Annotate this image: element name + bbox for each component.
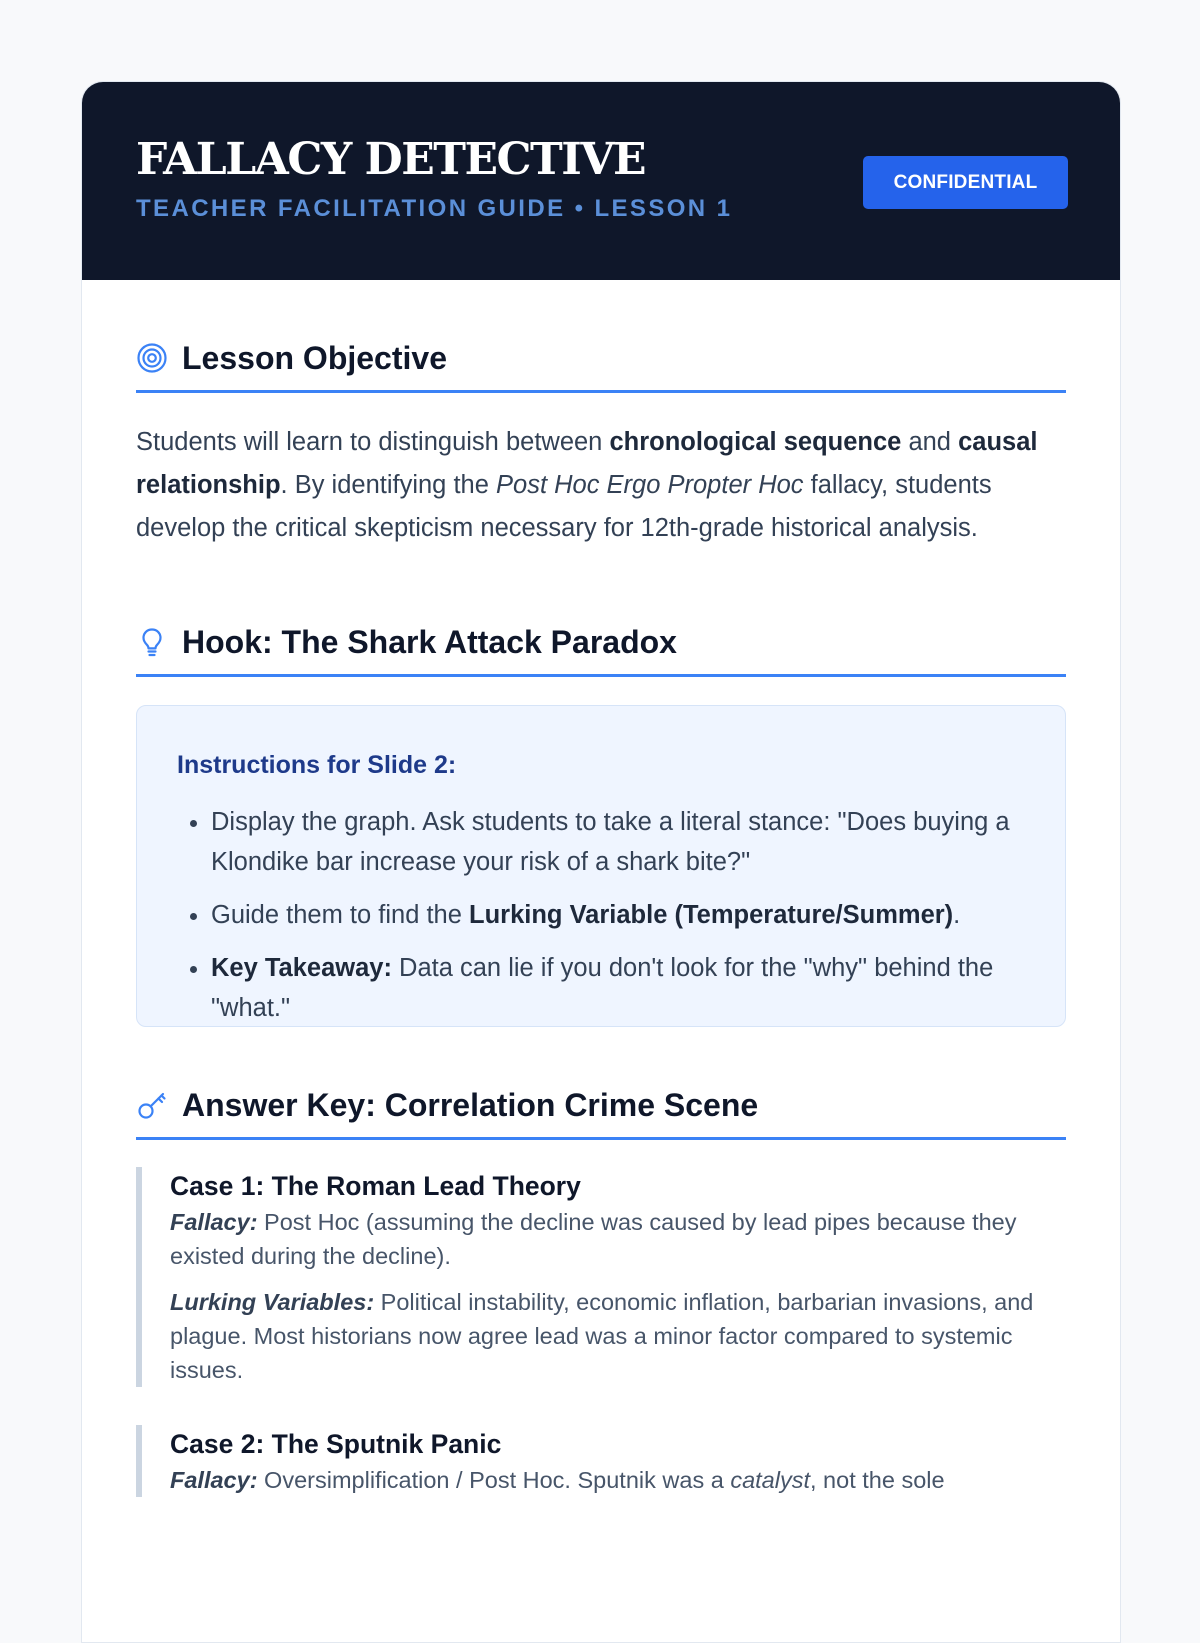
target-icon bbox=[136, 342, 168, 374]
case-title: Case 2: The Sputnik Panic bbox=[170, 1429, 502, 1459]
objective-paragraph: Students will learn to distinguish between chronological sequence and causal relationship. By identifying the Post Hoc Ergo Propter Hoc fallacy, students develop the critical skepticism necessary for 12th-grade historical analysis. bbox=[136, 428, 1038, 542]
instruction-list bbox=[177, 802, 1025, 1028]
section-hook bbox=[136, 616, 1066, 677]
case-fallacy: Fallacy: Post Hoc (assuming the decline was caused by lead pipes because they existed during the decline). bbox=[170, 1209, 1017, 1269]
section-lesson-objective bbox=[136, 332, 1066, 393]
guide-header bbox=[82, 82, 1120, 280]
section-heading: Lesson Objective bbox=[182, 340, 447, 376]
slide-instructions-callout bbox=[136, 705, 1066, 1027]
confidential-badge: CONFIDENTIAL bbox=[863, 156, 1068, 209]
callout-title: Instructions for Slide 2: bbox=[177, 751, 457, 779]
list-item: • Guide them to find the Lurking Variable (Temperature/Summer). bbox=[211, 895, 1025, 935]
guide-subtitle: TEACHER FACILITATION GUIDE • LESSON 1 bbox=[136, 195, 733, 222]
section-answer-key bbox=[136, 1079, 1066, 1140]
key-icon bbox=[136, 1089, 168, 1121]
guide-content bbox=[82, 332, 1120, 1497]
list-item: • Display the graph. Ask students to take a literal stance: "Does buying a Klondike bar increase your risk of a shark bite?" bbox=[211, 802, 1025, 882]
guide-card bbox=[81, 81, 1121, 1643]
case-fallacy: Fallacy: Oversimplification / Post Hoc. Sputnik was a catalyst, not the sole bbox=[170, 1467, 945, 1493]
section-heading: Answer Key: Correlation Crime Scene bbox=[182, 1087, 759, 1123]
case-block bbox=[136, 1425, 1066, 1497]
guide-title: FALLACY DETECTIVE bbox=[136, 134, 646, 185]
section-heading: Hook: The Shark Attack Paradox bbox=[182, 624, 677, 660]
case-lurking-variables: Lurking Variables: Political instability, economic inflation, barbarian invasions, and plague. Most historians now agree lead was a minor factor compared to systemic issues. bbox=[170, 1289, 1034, 1383]
lightbulb-icon bbox=[136, 626, 168, 658]
case-title: Case 1: The Roman Lead Theory bbox=[170, 1171, 581, 1201]
case-block bbox=[136, 1167, 1066, 1387]
list-item: • Key Takeaway: Data can lie if you don't look for the "why" behind the "what." bbox=[211, 948, 1025, 1028]
